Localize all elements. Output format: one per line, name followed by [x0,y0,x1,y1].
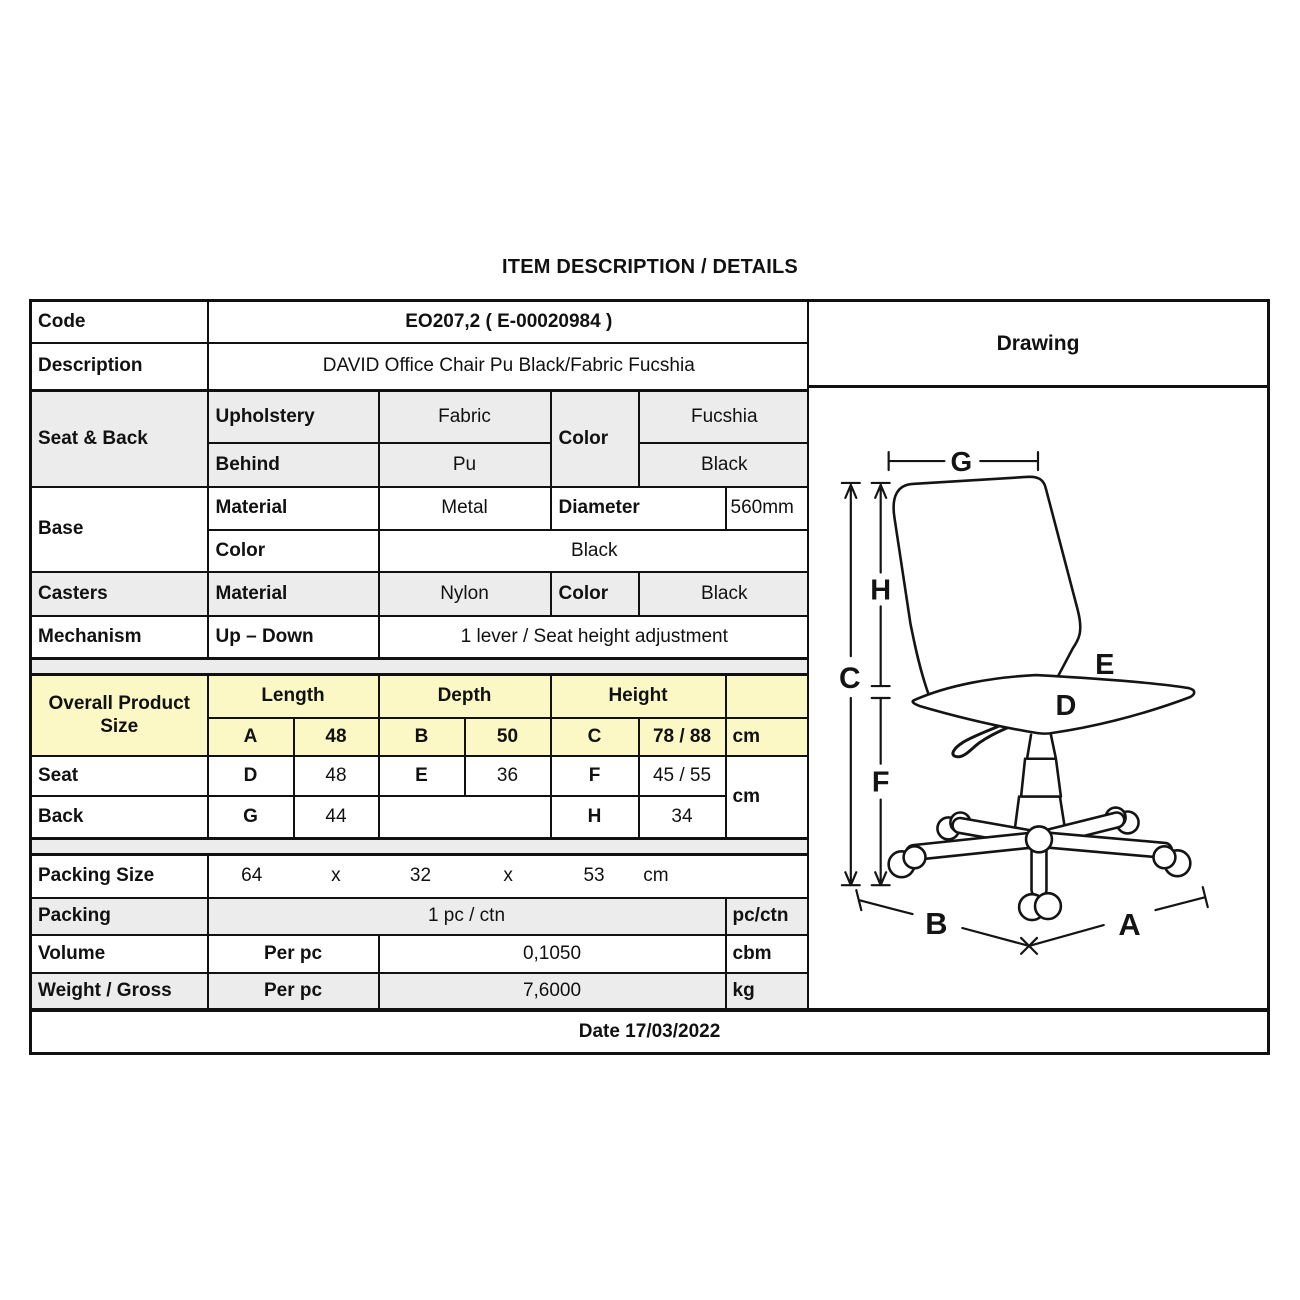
weight-unit: kg [726,973,811,1010]
spec-table [29,299,812,1011]
description-value: DAVID Office Chair Pu Black/Fabric Fucshia [208,343,811,391]
casters-color-label: Color [551,572,639,616]
volume-label: Volume [31,935,208,973]
caster-front-right [1153,846,1190,876]
base-color-value: Black [379,530,811,572]
dim-label-d: D [1055,689,1077,722]
seat-l-key: D [208,756,294,796]
row-spacer-2 [31,839,811,855]
drawing-column [807,299,1270,1011]
volume-unit: cbm [726,935,811,973]
length-header: Length [208,675,379,718]
dim-label-b: B [925,905,948,941]
back-size-label: Back [31,796,208,839]
code-label: Code [31,301,208,343]
spacer-cell [31,839,811,855]
overall-size-label-line1: Overall Product [48,692,190,714]
date-row: Date 17/03/2022 [29,1010,1270,1055]
packing-size-v2: 32 [409,865,432,887]
upholstery-label: Upholstery [208,391,379,443]
packing-label: Packing [31,898,208,935]
overall-h-val: 78 / 88 [639,718,726,756]
mechanism-key: Up – Down [208,616,379,659]
row-seat-size [31,756,811,796]
back-h-val: 34 [639,796,726,839]
seat-back-unit: cm [726,756,811,839]
chair-lever [953,724,1007,757]
overall-l-key: A [208,718,294,756]
dim-label-e: E [1095,649,1115,682]
row-back-size [31,796,811,839]
dim-label-g: G [950,445,973,477]
dim-label-h: H [870,574,892,607]
overall-size-label-line2: Size [100,716,139,738]
row-packing [31,898,811,935]
caster-front-center [1019,893,1061,920]
base-material-label: Material [208,487,379,530]
weight-key: Per pc [208,973,379,1010]
overall-d-key: B [379,718,465,756]
drawing-header: Drawing [809,302,1267,388]
seatback-color2: Black [639,443,811,487]
seatback-color1: Fucshia [639,391,811,443]
overall-unit: cm [726,718,811,756]
seat-size-label: Seat [31,756,208,796]
seat-l-val: 48 [294,756,379,796]
packing-unit: pc/ctn [726,898,811,935]
row-packing-size [31,855,811,898]
row-description [31,343,811,391]
seat-h-val: 45 / 55 [639,756,726,796]
seatback-color-label: Color [551,391,639,487]
base-color-label: Color [208,530,379,572]
row-base-1 [31,487,811,530]
row-mechanism [31,616,811,659]
overall-size-label [31,675,208,756]
packing-value: 1 pc / ctn [208,898,726,935]
seat-d-key: E [379,756,465,796]
packing-size-x2: x [503,865,513,887]
back-l-val: 44 [294,796,379,839]
casters-material-label: Material [208,572,379,616]
behind-value: Pu [379,443,551,487]
back-l-key: G [208,796,294,839]
packing-size-x1: x [331,865,341,887]
weight-label: Weight / Gross [31,973,208,1010]
overall-l-val: 48 [294,718,379,756]
page-title: ITEM DESCRIPTION / DETAILS [502,256,798,278]
back-h-key: H [551,796,639,839]
spacer-cell [31,659,811,675]
height-header: Height [551,675,726,718]
chair-gas-lift [1014,735,1066,835]
dim-label-f: F [871,766,890,799]
packing-size-v3: 53 [583,865,605,887]
upholstery-value: Fabric [379,391,551,443]
seatback-label: Seat & Back [31,391,208,487]
dim-label-a: A [1118,906,1141,942]
mechanism-label: Mechanism [31,616,208,659]
row-size-headers [31,675,811,718]
casters-material-value: Nylon [379,572,551,616]
row-volume [31,935,811,973]
mechanism-value: 1 lever / Seat height adjustment [379,616,811,659]
weight-value: 7,6000 [379,973,726,1010]
back-empty-cell [379,796,551,839]
base-material-value: Metal [379,487,551,530]
row-seatback-1 [31,391,811,443]
chair-backrest [894,477,1081,694]
caster-front-left [889,846,926,877]
seat-d-val: 36 [465,756,551,796]
base-hub [1026,826,1052,852]
volume-key: Per pc [208,935,379,973]
code-value: EO207,2 ( E-00020984 ) [208,301,811,343]
packing-size-values [209,856,810,897]
spec-sheet [29,299,1270,1056]
base-diameter-label: Diameter [551,487,726,530]
row-weight [31,973,811,1010]
behind-label: Behind [208,443,379,487]
volume-value: 0,1050 [379,935,726,973]
casters-label: Casters [31,572,208,616]
casters-color-value: Black [639,572,811,616]
base-label: Base [31,487,208,572]
packing-size-label: Packing Size [31,855,208,898]
row-casters [31,572,811,616]
description-label: Description [31,343,208,391]
dim-label-c: C [839,662,861,696]
packing-size-v1: 64 [241,865,263,887]
overall-h-key: C [551,718,639,756]
overall-d-val: 50 [465,718,551,756]
row-code [31,301,811,343]
chair-drawing [809,388,1267,1008]
depth-header: Depth [379,675,551,718]
seat-h-key: F [551,756,639,796]
size-header-empty [726,675,811,718]
packing-size-unit: cm [643,865,669,887]
row-spacer-1 [31,659,811,675]
base-diameter-value: 560mm [726,487,811,530]
